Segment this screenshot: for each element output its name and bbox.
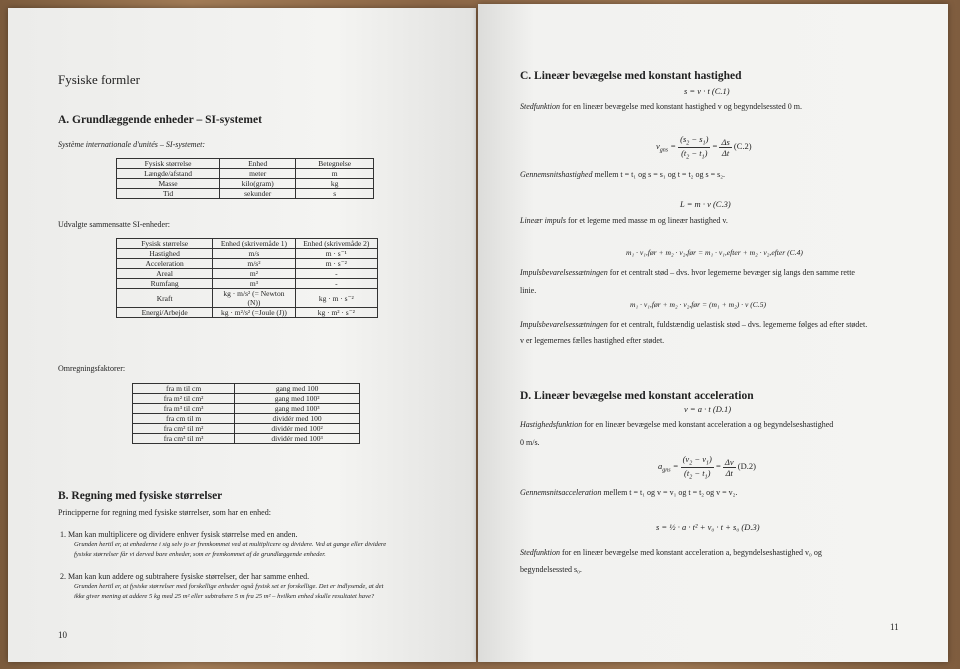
table-cell: kg · m²/s² (=Joule (J)) — [213, 308, 295, 318]
term: Impulsbevarelsessætningen — [520, 268, 608, 277]
table-cell: m/s — [213, 249, 295, 259]
rule-2-note-line2: ikke giver mening at addere 5 kg med 25 m² eller subtrahere 5 m fra 25 m² – hvilken enhed skulle resultatet have? — [74, 593, 375, 600]
table-cell: - — [295, 279, 377, 289]
table-cell: kg — [296, 179, 374, 189]
rule-1: 1. Man kan multiplicere og dividere enhver fysisk størrelse med en anden. — [60, 530, 298, 539]
c4-description — [520, 268, 855, 277]
table-cell: Længde/afstand — [117, 169, 220, 179]
table-cell: m³ — [213, 279, 295, 289]
right-page — [478, 4, 948, 662]
term: Stedfunktion — [520, 548, 560, 557]
rule-2: 2. Man kan kun addere og subtrahere fysiske størrelser, der har samme enhed. — [60, 572, 310, 581]
table-cell: kg · m² · s⁻² — [295, 308, 377, 318]
table-cell: Masse — [117, 179, 220, 189]
term: Stedfunktion — [520, 102, 560, 111]
table-cell: kg · m/s² (= Newton (N)) — [213, 289, 295, 308]
text: for et legeme med masse m og lineær hastighed v. — [566, 216, 728, 225]
table-row — [117, 259, 378, 269]
c5-description-line2: v er legemernes fælles hastighed efter stødet. — [520, 336, 665, 345]
c2-description — [520, 170, 725, 179]
term: Lineær impuls — [520, 216, 567, 225]
table-cell: m/s² — [213, 259, 295, 269]
text: mellem t = t₁ og v = v₁ og t = t₂ og v = v₂. — [601, 488, 738, 497]
section-a-heading: A. Grundlæggende enheder – SI-systemet — [58, 114, 262, 126]
table-header: Enhed — [220, 159, 296, 169]
formula-d3: s = ½ · a · t² + v₀ · t + s₀ (D.3) — [656, 522, 760, 532]
c3-description — [520, 216, 728, 225]
si-intro: Système internationale d'unités – SI-systemet: — [58, 140, 206, 149]
table-cell: gang med 100 — [235, 384, 360, 394]
text: for et centralt, fuldstændig uelastisk stød – dvs. legemerne følges ad efter stødet. — [607, 320, 868, 329]
table-row — [117, 308, 378, 318]
table-cell: fra m³ til cm³ — [133, 404, 235, 414]
equation-label: (C.2) — [733, 141, 752, 152]
text: for en lineær bevægelse med konstant hastighed v og begyndelsessted 0 m. — [560, 102, 802, 111]
formula-c3: L = m · v (C.3) — [680, 199, 731, 209]
conversion-intro: Omregningsfaktorer: — [58, 364, 126, 373]
table-cell: sekunder — [220, 189, 296, 199]
table-row — [133, 424, 360, 434]
text: for en lineær bevægelse med konstant acceleration a, begyndelseshastighed v₀ og — [560, 548, 822, 557]
table-row — [117, 289, 378, 308]
table-cell: m² — [213, 269, 295, 279]
page-number: 10 — [58, 630, 67, 640]
table-cell: dividér med 100³ — [235, 434, 360, 444]
table-cell: gang med 100² — [235, 394, 360, 404]
table-cell: gang med 100³ — [235, 404, 360, 414]
text: for en lineær bevægelse med konstant acceleration a og begyndelseshastighed — [582, 420, 834, 429]
rule-1-note-line1: Grunden hertil er, at enhederne i sig selv jo er fremkommet ved at multiplicere og dividere. Ved at gange eller dividere — [74, 541, 387, 548]
term: Hastighedsfunktion — [520, 420, 583, 429]
table-header: Betegnelse — [296, 159, 374, 169]
table-cell: fra m² til cm² — [133, 394, 235, 404]
table-cell: Hastighed — [117, 249, 213, 259]
table-header: Fysisk størrelse — [117, 239, 213, 249]
si-base-units-table — [116, 158, 374, 199]
d3-description-line2: begyndelsessted s₀. — [520, 565, 582, 574]
table-row — [133, 414, 360, 424]
formula-d2: $a_{gns}$ = $\frac{(v_2 - v_1)}{(t_2 - t_1)}$ = $\frac{\Delta v}{\Delta t}$ (D.2) — [658, 454, 756, 481]
table-cell: Kraft — [117, 289, 213, 308]
table-header: Fysisk størrelse — [117, 159, 220, 169]
table-cell: fra m til cm — [133, 384, 235, 394]
equation-label: (D.2) — [737, 461, 756, 472]
text: mellem t = t₁ og s = s₁ og t = t₂ og s = s₂. — [592, 170, 725, 179]
page-title: Fysiske formler — [58, 72, 140, 87]
si-composite-units-table — [116, 238, 378, 318]
section-b-intro: Principperne for regning med fysiske størrelser, som har en enhed: — [58, 508, 271, 517]
table-cell: Rumfang — [117, 279, 213, 289]
formula-c5: m₁ · v₁,før + m₂ · v₂,før = (m₁ + m₂) · v (C.5) — [630, 300, 767, 309]
table-cell: fra cm² til m² — [133, 424, 235, 434]
table-row — [117, 249, 378, 259]
table-cell: fra cm³ til m³ — [133, 434, 235, 444]
formula-d1: v = a · t (D.1) — [684, 404, 732, 414]
table-cell: s — [296, 189, 374, 199]
section-d-heading: D. Lineær bevægelse med konstant acceleration — [520, 390, 754, 402]
table-cell: Areal — [117, 269, 213, 279]
table-cell: m · s⁻¹ — [295, 249, 377, 259]
conversion-table — [132, 383, 360, 444]
table-row — [133, 394, 360, 404]
formula-c2: $v_{gns}$ = $\frac{(s_2 - s_1)}{(t_2 - t_1)}$ = $\frac{\Delta s}{\Delta t}$ (C.2) — [656, 134, 752, 161]
c4-description-line2: linie. — [520, 286, 537, 295]
table-cell: Tid — [117, 189, 220, 199]
term: Gennemsnitshastighed — [520, 170, 593, 179]
table-row — [117, 169, 374, 179]
text: for et centralt stød – dvs. hvor legemerne bevæger sig langs den samme rette — [607, 268, 855, 277]
table-cell: Acceleration — [117, 259, 213, 269]
c5-description — [520, 320, 867, 329]
composite-intro: Udvalgte sammensatte SI-enheder: — [58, 220, 170, 229]
table-cell: kilo(gram) — [220, 179, 296, 189]
term: Impulsbevarelsessætningen — [520, 320, 608, 329]
d1-description — [520, 420, 833, 429]
rule-1-note-line2: fysiske størrelser får vi derved bare enheder, som er fremkommet af de grundlæggende enheder. — [74, 551, 326, 558]
table-row — [117, 269, 378, 279]
table-row — [133, 384, 360, 394]
section-b-heading: B. Regning med fysiske størrelser — [58, 490, 223, 502]
d1-description-line2: 0 m/s. — [520, 438, 540, 447]
rule-2-note-line1: Grunden hertil er, at fysiske størrelser med forskellige enheder også fysisk set er forskellige. Det er indlysende, at det — [74, 583, 384, 590]
table-row — [117, 179, 374, 189]
table-row — [133, 404, 360, 414]
table-cell: kg · m · s⁻² — [295, 289, 377, 308]
formula-c4: m₁ · v₁,før + m₂ · v₂,før = m₁ · v₁,efter + m₂ · v₂,efter (C.4) — [626, 248, 803, 257]
table-header: Enhed (skrivemåde 1) — [213, 239, 295, 249]
page-number: 11 — [890, 622, 899, 632]
table-cell: fra cm til m — [133, 414, 235, 424]
table-cell: Energi/Arbejde — [117, 308, 213, 318]
table-cell: meter — [220, 169, 296, 179]
table-cell: dividér med 100 — [235, 414, 360, 424]
table-row — [117, 189, 374, 199]
d3-description — [520, 548, 822, 557]
table-cell: m · s⁻² — [295, 259, 377, 269]
section-c-heading: C. Lineær bevægelse med konstant hastighed — [520, 70, 742, 82]
term: Gennemsnitsacceleration — [520, 488, 602, 497]
table-cell: - — [295, 269, 377, 279]
table-row — [117, 279, 378, 289]
table-row — [133, 434, 360, 444]
table-header: Enhed (skrivemåde 2) — [295, 239, 377, 249]
table-cell: dividér med 100² — [235, 424, 360, 434]
left-page — [8, 8, 476, 662]
formula-c1: s = v · t (C.1) — [684, 86, 730, 96]
c1-description — [520, 102, 802, 111]
table-cell: m — [296, 169, 374, 179]
d2-description — [520, 488, 737, 497]
